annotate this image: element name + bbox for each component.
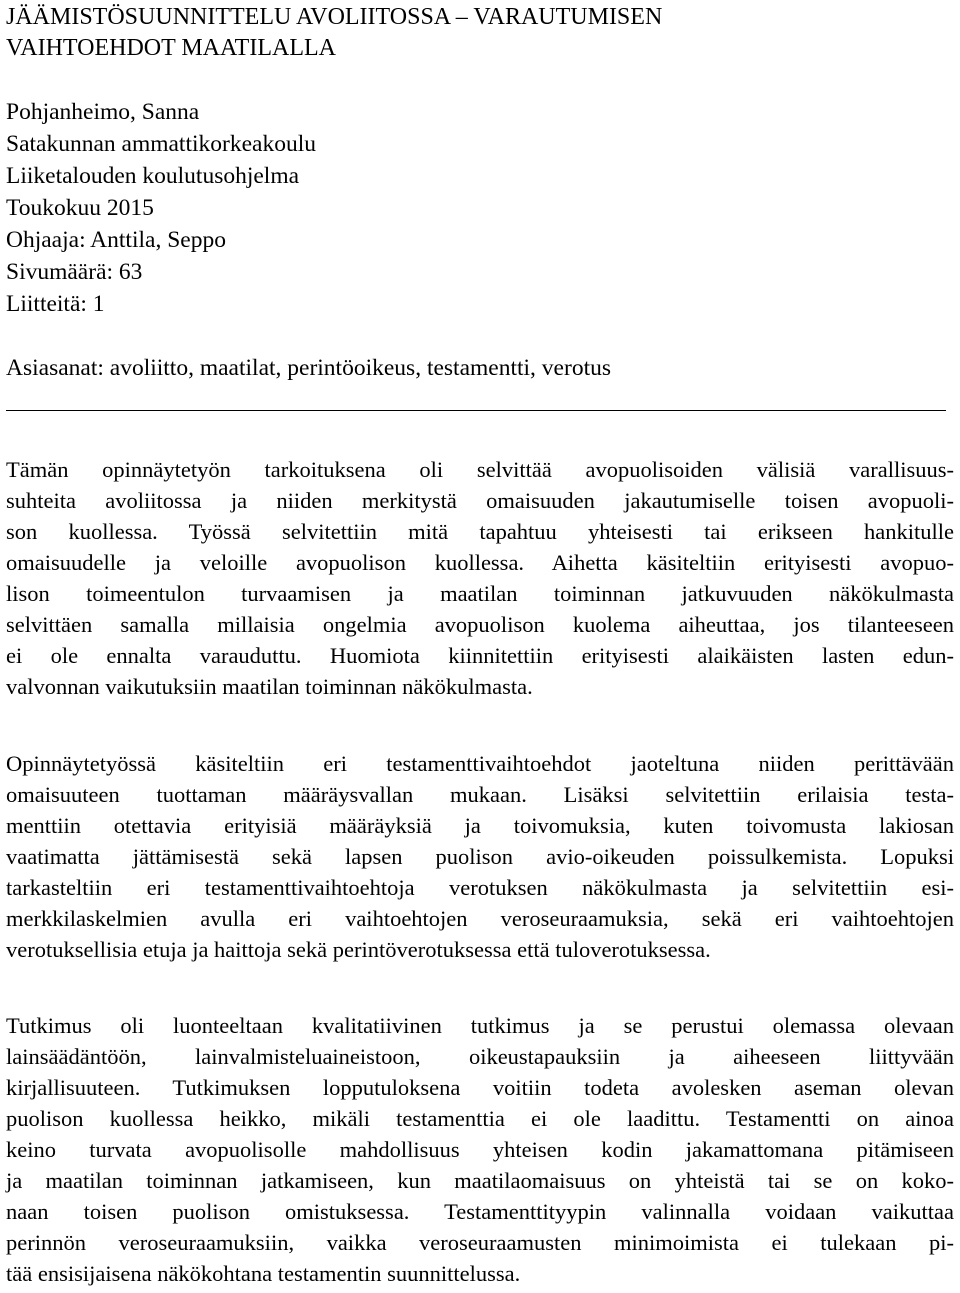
paragraph-line: puolison kuollessa heikko, mikäli testamenttia ei ole laadittu. Testamentti on ainoa: [6, 1106, 954, 1131]
paragraph-line: Tämän opinnäytetyön tarkoituksena oli selvittää avopuolisoiden välisiä varallisuus-: [6, 457, 954, 482]
paragraph-line: merkkilaskelmien avulla eri vaihtoehtojen veroseuraamuksia, sekä eri vaihtoehtojen: [6, 906, 954, 931]
paragraph-line: suhteita avoliitossa ja niiden merkitystä omaisuuden jakautumiselle toisen avopuoli-: [6, 488, 954, 513]
degree-program: Liiketalouden koulutusohjelma: [6, 163, 300, 189]
paragraph-line: Tutkimus oli luonteeltaan kvalitatiivinen tutkimus ja se perustui olemassa olevaan: [6, 1013, 954, 1038]
paragraph-line: vaatimatta jättämisestä sekä lapsen puolison avio-oikeuden poissulkemista. Lopuksi: [6, 844, 954, 869]
author: Pohjanheimo, Sanna: [6, 99, 200, 125]
keywords: Asiasanat: avoliitto, maatilat, perintöoikeus, testamentti, verotus: [6, 355, 611, 381]
paragraph-line: kirjallisuuteen. Tutkimuksen lopputuloksena voitiin todeta avolesken aseman olevan: [6, 1075, 954, 1100]
paragraph-line: verotuksellisia etuja ja haittoja sekä perintöverotuksessa että tuloverotuksessa.: [6, 937, 711, 962]
paragraph-line: selvittäen samalla millaisia ongelmia avopuolison kuolema aiheuttaa, jos tilanteeseen: [6, 612, 954, 637]
paragraph-line: tää ensisijaisena näkökohtana testamentin suunnittelussa.: [6, 1261, 521, 1286]
paragraph-line: omaisuudelle ja veloille avopuolison kuollessa. Aihetta käsiteltiin erityisesti avopuo-: [6, 550, 954, 575]
attachment-count: Liitteitä: 1: [6, 291, 105, 317]
document-title-line-2: VAIHTOEHDOT MAATILALLA: [6, 35, 336, 61]
school: Satakunnan ammattikorkeakoulu: [6, 131, 316, 157]
paragraph-line: lison toimeentulon turvaamisen ja maatilan toiminnan jatkuvuuden näkökulmasta: [6, 581, 954, 606]
separator-rule: [6, 410, 946, 411]
paragraph-line: Opinnäytetyössä käsiteltiin eri testamenttivaihtoehdot jaoteltuna niiden perittävään: [6, 751, 954, 776]
page-count: Sivumäärä: 63: [6, 259, 143, 285]
paragraph-line: ei ole ennalta varauduttu. Huomiota kiinnitettiin erityisesti alaikäisten lasten edun-: [6, 643, 954, 668]
supervisor: Ohjaaja: Anttila, Seppo: [6, 227, 226, 253]
document-title-line-1: JÄÄMISTÖSUUNNITTELU AVOLIITOSSA – VARAUTUMISEN: [6, 4, 663, 30]
paragraph-line: valvonnan vaikutuksiin maatilan toiminnan näkökulmasta.: [6, 674, 533, 699]
paragraph-line: naan toisen puolison omistuksessa. Testamenttityypin valinnalla voidaan vaikuttaa: [6, 1199, 954, 1224]
paragraph-line: menttiin otettavia erityisiä määräyksiä ja toivomuksia, kuten toivomusta lakiosan: [6, 813, 954, 838]
paragraph-line: lainsäädäntöön, lainvalmisteluaineistoon, oikeustapauksiin ja aiheeseen liittyvään: [6, 1044, 954, 1069]
paragraph-line: perinnön veroseuraamuksiin, vaikka veroseuraamusten minimoimista ei tulekaan pi-: [6, 1230, 954, 1255]
paragraph-line: ja maatilan toiminnan jatkamiseen, kun maatilaomaisuus on yhteistä tai se on koko-: [6, 1168, 954, 1193]
paragraph-line: keino turvata avopuolisolle mahdollisuus yhteisen kodin jakamattomana pitämiseen: [6, 1137, 954, 1162]
paragraph-line: son kuollessa. Työssä selvitettiin mitä tapahtuu yhteisesti tai erikseen hankitulle: [6, 519, 954, 544]
paragraph-line: omaisuuteen tuottaman määräysvallan mukaan. Lisäksi selvitettiin erilaisia testa-: [6, 782, 954, 807]
paragraph-line: tarkasteltiin eri testamenttivaihtoehtoja verotuksen näkökulmasta ja selvitettiin esi-: [6, 875, 954, 900]
publication-date: Toukokuu 2015: [6, 195, 154, 221]
